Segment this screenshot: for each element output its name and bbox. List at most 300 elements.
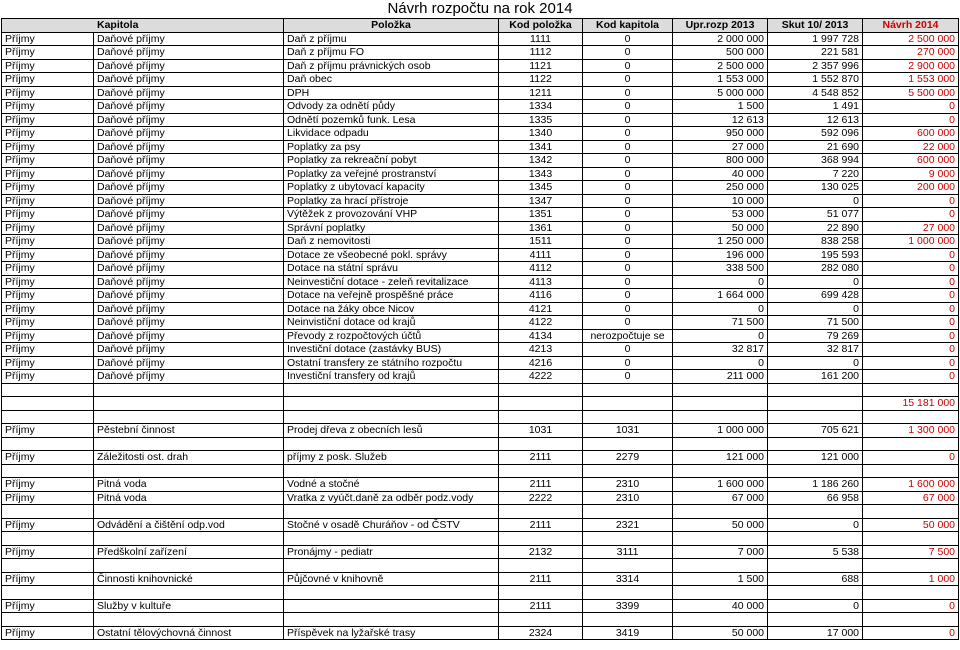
cell-polozka: Investiční dotace (zastávky BUS): [284, 343, 499, 357]
cell-upr-rozp: [673, 613, 768, 627]
cell-kapitola: Záležitosti ost. drah: [94, 451, 284, 465]
cell-kapitola: Daňové příjmy: [94, 356, 284, 370]
cell-kod-polozka: 4111: [499, 248, 583, 262]
cell-skut: 0: [768, 356, 863, 370]
cell-upr-rozp: 250 000: [673, 181, 768, 195]
cell-kapitola: Daňové příjmy: [94, 46, 284, 60]
cell-skut: [768, 586, 863, 600]
cell-kod-polozka: [499, 383, 583, 397]
cell-polozka: Poplatky z ubytovací kapacity: [284, 181, 499, 195]
cell-kod-polozka: [499, 437, 583, 451]
cell-kod-kapitola: 0: [583, 302, 673, 316]
cell-navrh: 50 000: [863, 518, 959, 532]
cell-type: Příjmy: [2, 46, 94, 60]
cell-kod-polozka: 4113: [499, 275, 583, 289]
cell-kapitola: [94, 464, 284, 478]
cell-kapitola: [94, 410, 284, 424]
cell-kod-polozka: 1361: [499, 221, 583, 235]
cell-type: [2, 559, 94, 573]
table-row: [2, 532, 959, 546]
cell-kapitola: Daňové příjmy: [94, 343, 284, 357]
cell-navrh: 5 500 000: [863, 86, 959, 100]
cell-skut: 17 000: [768, 626, 863, 640]
cell-type: Příjmy: [2, 181, 94, 195]
cell-kapitola: [94, 437, 284, 451]
cell-polozka: Stočné v osadě Churáňov - od ČSTV: [284, 518, 499, 532]
cell-kod-polozka: 1345: [499, 181, 583, 195]
cell-kod-kapitola: [583, 383, 673, 397]
header-skut-2013: Skut 10/ 2013: [768, 19, 863, 33]
table-row: [2, 424, 959, 438]
cell-kapitola: [94, 397, 284, 411]
cell-kod-kapitola: nerozpočtuje se: [583, 329, 673, 343]
cell-type: Příjmy: [2, 208, 94, 222]
table-row: [2, 478, 959, 492]
cell-type: Příjmy: [2, 289, 94, 303]
cell-kapitola: [94, 383, 284, 397]
cell-navrh: 27 000: [863, 221, 959, 235]
cell-kapitola: Daňové příjmy: [94, 275, 284, 289]
cell-navrh: [863, 586, 959, 600]
cell-kod-polozka: 1335: [499, 113, 583, 127]
cell-navrh: 67 000: [863, 491, 959, 505]
cell-kapitola: Daňové příjmy: [94, 181, 284, 195]
cell-skut: 71 500: [768, 316, 863, 330]
cell-polozka: Půjčovné v knihovně: [284, 572, 499, 586]
cell-kapitola: Daňové příjmy: [94, 32, 284, 46]
cell-type: Příjmy: [2, 248, 94, 262]
table-row: [2, 545, 959, 559]
cell-kod-polozka: 2111: [499, 518, 583, 532]
cell-skut: [768, 410, 863, 424]
cell-kod-kapitola: 0: [583, 113, 673, 127]
cell-polozka: Dotace ze všeobecné pokl. správy: [284, 248, 499, 262]
cell-kod-kapitola: [583, 397, 673, 411]
cell-upr-rozp: 7 000: [673, 545, 768, 559]
cell-polozka: Vratka z vyúčt.daně za odběr podz.vody: [284, 491, 499, 505]
cell-kod-kapitola: 3111: [583, 545, 673, 559]
cell-skut: [768, 532, 863, 546]
cell-navrh: [863, 464, 959, 478]
table-row: [2, 194, 959, 208]
cell-navrh: [863, 383, 959, 397]
cell-kod-polozka: 1112: [499, 46, 583, 60]
cell-upr-rozp: 40 000: [673, 167, 768, 181]
table-row: [2, 505, 959, 519]
cell-type: Příjmy: [2, 113, 94, 127]
cell-skut: 195 593: [768, 248, 863, 262]
cell-kod-polozka: 4121: [499, 302, 583, 316]
cell-kod-polozka: 4112: [499, 262, 583, 276]
table-row: [2, 343, 959, 357]
cell-kod-kapitola: 2310: [583, 491, 673, 505]
cell-kod-kapitola: 0: [583, 32, 673, 46]
cell-polozka: [284, 586, 499, 600]
cell-kod-polozka: 2132: [499, 545, 583, 559]
cell-kod-polozka: 4122: [499, 316, 583, 330]
cell-polozka: Poplatky za psy: [284, 140, 499, 154]
cell-type: Příjmy: [2, 262, 94, 276]
cell-polozka: příjmy z posk. Služeb: [284, 451, 499, 465]
cell-skut: 4 548 852: [768, 86, 863, 100]
cell-kod-polozka: 2111: [499, 478, 583, 492]
header-upr-rozp-2013: Upr.rozp 2013: [673, 19, 768, 33]
cell-kapitola: Pitná voda: [94, 491, 284, 505]
cell-polozka: Daň z nemovitosti: [284, 235, 499, 249]
cell-type: Příjmy: [2, 73, 94, 87]
cell-kod-kapitola: [583, 464, 673, 478]
cell-type: Příjmy: [2, 235, 94, 249]
table-row: [2, 518, 959, 532]
cell-kapitola: Daňové příjmy: [94, 329, 284, 343]
cell-polozka: Ostatní transfery ze státního rozpočtu: [284, 356, 499, 370]
table-row: [2, 329, 959, 343]
cell-upr-rozp: 196 000: [673, 248, 768, 262]
cell-navrh: 0: [863, 316, 959, 330]
cell-kod-kapitola: [583, 559, 673, 573]
cell-skut: 22 890: [768, 221, 863, 235]
cell-skut: 7 220: [768, 167, 863, 181]
cell-navrh: 7 500: [863, 545, 959, 559]
table-row: [2, 397, 959, 411]
cell-upr-rozp: 0: [673, 329, 768, 343]
cell-navrh: 1 000: [863, 572, 959, 586]
cell-polozka: Odnětí pozemků funk. Lesa: [284, 113, 499, 127]
cell-navrh: 0: [863, 100, 959, 114]
cell-kod-polozka: 4213: [499, 343, 583, 357]
cell-kod-polozka: 4134: [499, 329, 583, 343]
cell-polozka: Neinvestiční dotace - zeleň revitalizace: [284, 275, 499, 289]
cell-kod-kapitola: 2279: [583, 451, 673, 465]
cell-type: [2, 613, 94, 627]
cell-type: Příjmy: [2, 545, 94, 559]
cell-polozka: Poplatky za veřejné prostranství: [284, 167, 499, 181]
cell-kapitola: Daňové příjmy: [94, 262, 284, 276]
cell-kod-kapitola: 0: [583, 154, 673, 168]
cell-navrh: 0: [863, 208, 959, 222]
cell-type: Příjmy: [2, 154, 94, 168]
cell-polozka: [284, 410, 499, 424]
table-row: [2, 46, 959, 60]
cell-skut: 838 258: [768, 235, 863, 249]
cell-upr-rozp: [673, 410, 768, 424]
budget-table: [1, 18, 959, 640]
cell-skut: 1 491: [768, 100, 863, 114]
cell-kod-kapitola: [583, 532, 673, 546]
table-row: [2, 73, 959, 87]
cell-skut: 0: [768, 275, 863, 289]
cell-skut: [768, 464, 863, 478]
table-row: [2, 572, 959, 586]
cell-upr-rozp: 338 500: [673, 262, 768, 276]
cell-kapitola: Daňové příjmy: [94, 248, 284, 262]
cell-upr-rozp: 1 500: [673, 100, 768, 114]
cell-upr-rozp: 40 000: [673, 599, 768, 613]
cell-upr-rozp: 1 500: [673, 572, 768, 586]
cell-navrh: 270 000: [863, 46, 959, 60]
cell-kapitola: [94, 559, 284, 573]
cell-polozka: [284, 613, 499, 627]
cell-upr-rozp: 500 000: [673, 46, 768, 60]
cell-kod-polozka: 1342: [499, 154, 583, 168]
cell-type: Příjmy: [2, 275, 94, 289]
cell-kod-polozka: 1211: [499, 86, 583, 100]
cell-kod-kapitola: 0: [583, 343, 673, 357]
cell-type: [2, 505, 94, 519]
cell-type: Příjmy: [2, 167, 94, 181]
cell-navrh: 0: [863, 275, 959, 289]
cell-type: [2, 437, 94, 451]
table-row: [2, 208, 959, 222]
cell-kod-polozka: 1031: [499, 424, 583, 438]
cell-skut: 161 200: [768, 370, 863, 384]
cell-type: Příjmy: [2, 626, 94, 640]
cell-skut: 0: [768, 599, 863, 613]
cell-kod-kapitola: 0: [583, 262, 673, 276]
cell-navrh: 0: [863, 356, 959, 370]
cell-kod-kapitola: 0: [583, 59, 673, 73]
cell-kapitola: Daňové příjmy: [94, 235, 284, 249]
cell-navrh: [863, 410, 959, 424]
cell-polozka: DPH: [284, 86, 499, 100]
cell-kod-polozka: 1341: [499, 140, 583, 154]
cell-navrh: [863, 559, 959, 573]
cell-upr-rozp: 950 000: [673, 127, 768, 141]
cell-kod-polozka: [499, 532, 583, 546]
header-row: [2, 19, 959, 33]
cell-type: Příjmy: [2, 302, 94, 316]
cell-kapitola: Daňové příjmy: [94, 370, 284, 384]
cell-polozka: [284, 397, 499, 411]
cell-kod-polozka: 1343: [499, 167, 583, 181]
cell-kod-polozka: 1334: [499, 100, 583, 114]
cell-polozka: [284, 559, 499, 573]
cell-kod-kapitola: 0: [583, 289, 673, 303]
cell-kapitola: Daňové příjmy: [94, 73, 284, 87]
cell-kod-kapitola: 0: [583, 248, 673, 262]
cell-upr-rozp: [673, 397, 768, 411]
cell-polozka: [284, 599, 499, 613]
cell-navrh: 1 553 000: [863, 73, 959, 87]
table-row: [2, 302, 959, 316]
cell-type: Příjmy: [2, 599, 94, 613]
cell-kod-kapitola: [583, 437, 673, 451]
cell-kapitola: Služby v kultuře: [94, 599, 284, 613]
cell-kapitola: Daňové příjmy: [94, 208, 284, 222]
cell-navrh: 15 181 000: [863, 397, 959, 411]
cell-kod-polozka: 1122: [499, 73, 583, 87]
cell-upr-rozp: [673, 505, 768, 519]
cell-type: Příjmy: [2, 140, 94, 154]
table-row: [2, 221, 959, 235]
cell-kod-kapitola: [583, 410, 673, 424]
cell-kapitola: Daňové příjmy: [94, 316, 284, 330]
cell-polozka: Výtěžek z provozování VHP: [284, 208, 499, 222]
cell-type: Příjmy: [2, 518, 94, 532]
table-row: [2, 383, 959, 397]
cell-kapitola: Daňové příjmy: [94, 100, 284, 114]
header-kod-polozka: Kod položka: [499, 19, 583, 33]
cell-polozka: Příspěvek na lyžařské trasy: [284, 626, 499, 640]
table-row: [2, 275, 959, 289]
cell-skut: 66 958: [768, 491, 863, 505]
cell-skut: 32 817: [768, 343, 863, 357]
cell-kod-kapitola: 0: [583, 194, 673, 208]
cell-skut: 1 552 870: [768, 73, 863, 87]
cell-polozka: Poplatky za rekreační pobyt: [284, 154, 499, 168]
table-row: [2, 235, 959, 249]
cell-skut: [768, 559, 863, 573]
cell-type: [2, 397, 94, 411]
table-row: [2, 613, 959, 627]
cell-kapitola: Daňové příjmy: [94, 140, 284, 154]
page-title: Návrh rozpočtu na rok 2014: [387, 0, 573, 17]
table-row: [2, 86, 959, 100]
cell-type: Příjmy: [2, 329, 94, 343]
cell-upr-rozp: 32 817: [673, 343, 768, 357]
cell-upr-rozp: 1 553 000: [673, 73, 768, 87]
cell-kapitola: [94, 505, 284, 519]
cell-polozka: [284, 464, 499, 478]
cell-upr-rozp: 1 664 000: [673, 289, 768, 303]
cell-kapitola: Daňové příjmy: [94, 127, 284, 141]
cell-navrh: [863, 613, 959, 627]
cell-kod-kapitola: [583, 613, 673, 627]
cell-upr-rozp: 800 000: [673, 154, 768, 168]
cell-type: Příjmy: [2, 424, 94, 438]
cell-skut: 130 025: [768, 181, 863, 195]
cell-skut: 592 096: [768, 127, 863, 141]
cell-kod-kapitola: 0: [583, 127, 673, 141]
cell-navrh: 0: [863, 599, 959, 613]
cell-upr-rozp: 10 000: [673, 194, 768, 208]
cell-type: Příjmy: [2, 491, 94, 505]
cell-skut: 368 994: [768, 154, 863, 168]
table-row: [2, 181, 959, 195]
cell-kod-polozka: 4216: [499, 356, 583, 370]
cell-upr-rozp: 27 000: [673, 140, 768, 154]
cell-upr-rozp: 67 000: [673, 491, 768, 505]
cell-upr-rozp: 0: [673, 275, 768, 289]
cell-navrh: 600 000: [863, 127, 959, 141]
cell-polozka: Dotace na státní správu: [284, 262, 499, 276]
cell-upr-rozp: [673, 437, 768, 451]
table-row: [2, 370, 959, 384]
cell-kapitola: Pitná voda: [94, 478, 284, 492]
cell-skut: 21 690: [768, 140, 863, 154]
cell-skut: 2 357 996: [768, 59, 863, 73]
cell-kod-kapitola: 0: [583, 208, 673, 222]
cell-skut: [768, 613, 863, 627]
cell-kod-kapitola: 3314: [583, 572, 673, 586]
cell-polozka: Převody z rozpočtových účtů: [284, 329, 499, 343]
cell-upr-rozp: 2 000 000: [673, 32, 768, 46]
cell-kod-kapitola: 0: [583, 100, 673, 114]
cell-navrh: [863, 532, 959, 546]
cell-kapitola: Ostatní tělovýchovná činnost: [94, 626, 284, 640]
cell-kod-kapitola: 0: [583, 235, 673, 249]
table-row: [2, 586, 959, 600]
table-row: [2, 437, 959, 451]
cell-skut: 79 269: [768, 329, 863, 343]
cell-skut: [768, 397, 863, 411]
cell-skut: 705 621: [768, 424, 863, 438]
table-row: [2, 262, 959, 276]
cell-kod-polozka: 2111: [499, 572, 583, 586]
header-navrh-2014: Návrh 2014: [863, 19, 959, 33]
header-polozka: Položka: [284, 19, 499, 33]
cell-upr-rozp: 50 000: [673, 626, 768, 640]
cell-polozka: [284, 505, 499, 519]
cell-navrh: 600 000: [863, 154, 959, 168]
cell-polozka: Prodej dřeva z obecních lesů: [284, 424, 499, 438]
cell-kapitola: Daňové příjmy: [94, 113, 284, 127]
cell-upr-rozp: [673, 383, 768, 397]
cell-kod-kapitola: 2321: [583, 518, 673, 532]
cell-type: Příjmy: [2, 316, 94, 330]
cell-upr-rozp: [673, 586, 768, 600]
cell-navrh: 1 600 000: [863, 478, 959, 492]
cell-kapitola: Činnosti knihovnické: [94, 572, 284, 586]
cell-kapitola: [94, 586, 284, 600]
cell-type: Příjmy: [2, 370, 94, 384]
table-row: [2, 491, 959, 505]
cell-kod-kapitola: 3399: [583, 599, 673, 613]
cell-upr-rozp: 1 600 000: [673, 478, 768, 492]
cell-kapitola: [94, 613, 284, 627]
cell-kod-polozka: [499, 464, 583, 478]
cell-kapitola: Daňové příjmy: [94, 167, 284, 181]
cell-kod-kapitola: 3419: [583, 626, 673, 640]
cell-upr-rozp: 1 000 000: [673, 424, 768, 438]
cell-upr-rozp: 50 000: [673, 518, 768, 532]
cell-upr-rozp: 5 000 000: [673, 86, 768, 100]
cell-upr-rozp: 50 000: [673, 221, 768, 235]
cell-polozka: Daň obec: [284, 73, 499, 87]
cell-skut: 0: [768, 518, 863, 532]
cell-type: [2, 464, 94, 478]
table-row: [2, 559, 959, 573]
cell-type: Příjmy: [2, 356, 94, 370]
cell-kod-polozka: [499, 410, 583, 424]
cell-kod-polozka: 4222: [499, 370, 583, 384]
cell-kapitola: Předškolní zařízení: [94, 545, 284, 559]
cell-navrh: 0: [863, 626, 959, 640]
cell-skut: 0: [768, 302, 863, 316]
cell-type: Příjmy: [2, 86, 94, 100]
cell-type: [2, 383, 94, 397]
cell-skut: 699 428: [768, 289, 863, 303]
cell-kod-polozka: 4116: [499, 289, 583, 303]
cell-kod-polozka: 1351: [499, 208, 583, 222]
cell-navrh: 9 000: [863, 167, 959, 181]
table-row: [2, 32, 959, 46]
cell-type: Příjmy: [2, 478, 94, 492]
cell-type: Příjmy: [2, 451, 94, 465]
cell-polozka: Dotace na veřejně prospěšné práce: [284, 289, 499, 303]
cell-upr-rozp: 0: [673, 356, 768, 370]
cell-kapitola: Daňové příjmy: [94, 289, 284, 303]
cell-kod-kapitola: 0: [583, 356, 673, 370]
cell-navrh: 0: [863, 289, 959, 303]
cell-type: Příjmy: [2, 100, 94, 114]
cell-kod-kapitola: 0: [583, 370, 673, 384]
cell-polozka: Neinvističní dotace od krajů: [284, 316, 499, 330]
cell-navrh: 0: [863, 329, 959, 343]
cell-polozka: Vodné a stočné: [284, 478, 499, 492]
cell-type: Příjmy: [2, 194, 94, 208]
cell-skut: 5 538: [768, 545, 863, 559]
